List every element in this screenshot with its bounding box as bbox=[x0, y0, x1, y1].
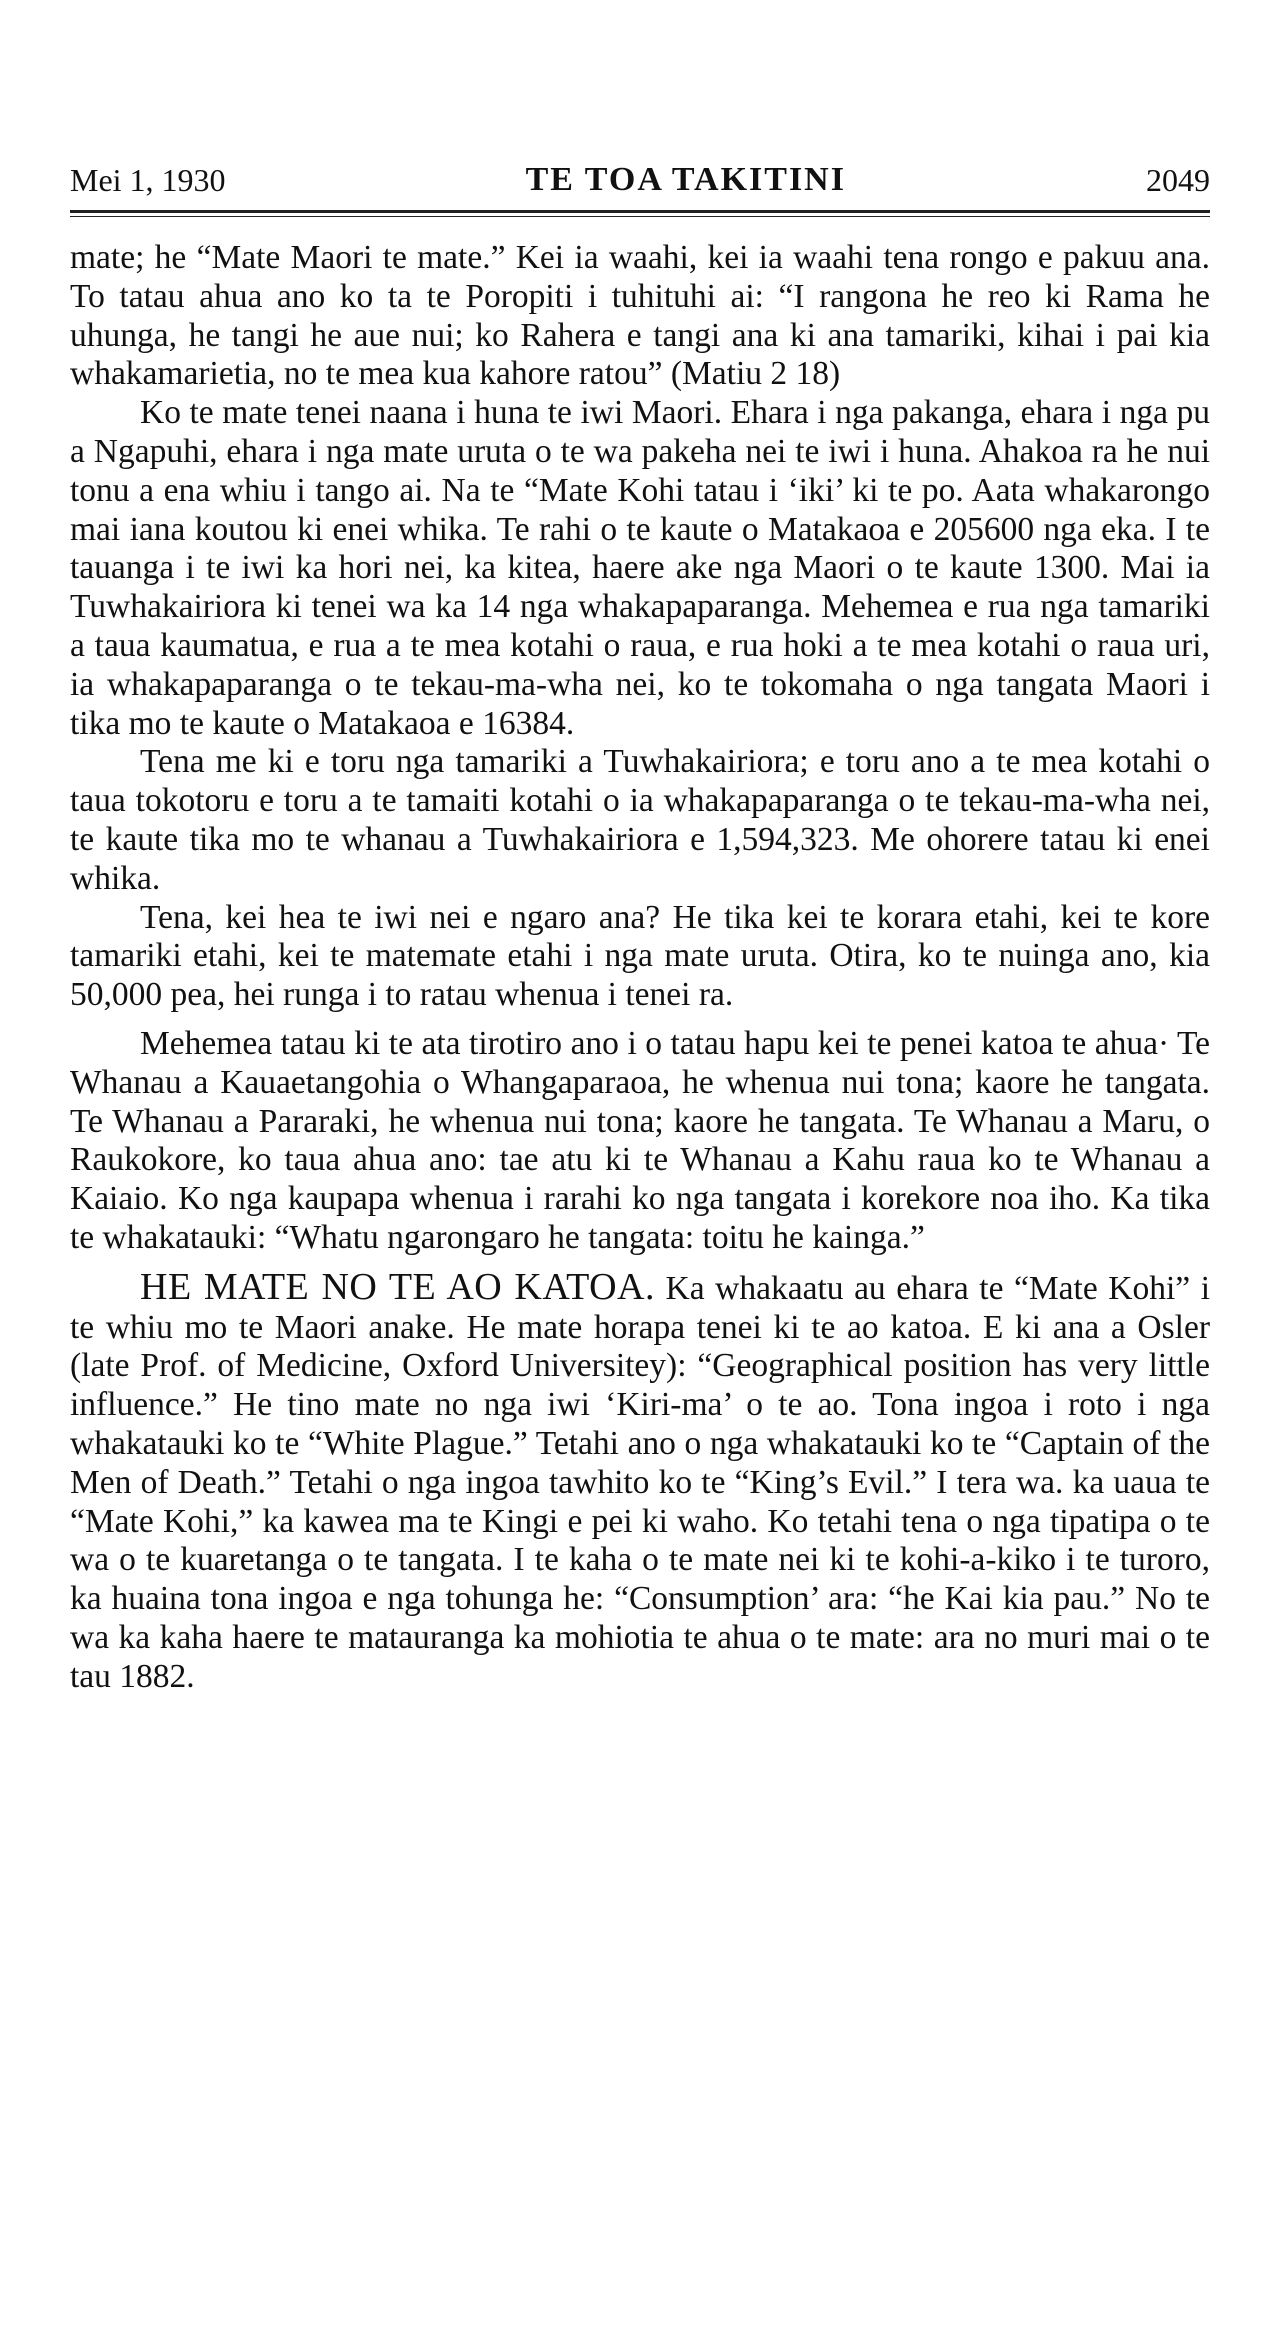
paragraph: Ko te mate tenei naana i huna te iwi Maori. Ehara i nga pakanga, ehara i nga pu a Ngapuhi, ehara i nga mate uruta o te wa pakeha nei te iwi i huna. Ahakoa ra he nui tonu a ena whiu i tango ai. Na te “Mate Kohi tatau i ‘iki’ ki te po. Aata whakarongo mai iana koutou ki enei whika. Te rahi o te kaute o Matakaoa e 205600 nga eka. I te tauanga i te iwi ka hori nei, ka kitea, haere ake nga Maori o te kaute 1300. Mai ia Tuwhakairiora ki tenei wa ka 14 nga whakapaparanga. Mehemea e rua nga tamariki a taua kaumatua, e rua a te mea kotahi o raua, e rua hoki a te mea kotahi o raua uri, ia whakapaparanga o te tekau-ma-wha nei, ko te tokomaha o nga tangata Maori i tika mo te kaute o Matakaoa e 16384. bbox=[70, 394, 1210, 742]
header-rule-thin bbox=[70, 216, 1210, 217]
section-heading: HE MATE NO TE AO KATOA. bbox=[140, 1265, 655, 1308]
page-number: 2049 bbox=[1145, 162, 1210, 198]
paragraph: Mehemea tatau ki te ata tirotiro ano i o tatau hapu kei te penei katoa te ahua· Te Whanau a Kauaetangohia o Whangaparaoa, he whenua nui tona; kaore he tangata. Te Whanau a Pararaki, he whenua nui tona; kaore he tangata. Te Whanau a Maru, o Raukokore, ko taua ahua ano: tae atu ki te Whanau a Kahu raua ko te Whanau a Kaiaio. Ko nga kaupapa whenua i rarahi ko nga tangata i korekore noa iho. Ka tika te whakatauki: “Whatu ngarongaro he tangata: toitu he kainga.” bbox=[70, 1024, 1210, 1256]
section-text: Ka whakaatu au ehara te “Mate Kohi” i te whiu mo te Maori anake. He mate horapa tenei ki te ao katoa. E ki ana a Osler (late Prof. of Medicine, Oxford Universitey): “Geographical position has very little influence.” He tino mate no nga iwi ‘Kiri-ma’ o te ao. Tona ingoa i roto i nga whakatauki ko te “White Plague.” Tetahi ano o nga whakatauki ko te “Captain of the Men of Death.” Tetahi o nga ingoa tawhito ko te “King’s Evil.” I tera wa. ka uaua te “Mate Kohi,” ka kawea ma te Kingi e pei ki waho. Ko tetahi tena o nga tipatipa o te wa o te kuaretanga o te tangata. I te kaha o te mate nei ki te kohi-a-kiko i te turoro, ka huaina tona ingoa e nga tohunga he: “Consumption’ ara: “he Kai kia pau.” No te wa ka kaha haere te matauranga ka mohiotia te ahua o te mate: ara no muri mai o te tau 1882. bbox=[70, 1269, 1211, 1695]
publication-title: TE TOA TAKITINI bbox=[525, 161, 846, 198]
running-header bbox=[70, 160, 1210, 200]
section-paragraph bbox=[70, 1265, 1211, 1697]
header-rule bbox=[70, 210, 1210, 213]
paragraph: mate; he “Mate Maori te mate.” Kei ia waahi, kei ia waahi tena rongo e pakuu ana. To tatau ahua ano ko ta te Poropiti i tuhituhi ai: “I rangona he reo ki Rama he uhunga, he tangi he aue nui; ko Rahera e tangi ana ki ana tamariki, kihai i pai kia whakamarietia, no te mea kua kahore ratou” (Matiu 2 18) bbox=[70, 239, 1210, 393]
header-date: Mei 1, 1930 bbox=[70, 162, 226, 198]
paragraph: Tena, kei hea te iwi nei e ngaro ana? He tika kei te korara etahi, kei te kore tamariki etahi, kei te matemate etahi i nga mate uruta. Otira, ko te nuinga ano, kia 50,000 pea, hei runga i to ratau whenua i tenei ra. bbox=[70, 898, 1210, 1014]
paragraph: Tena me ki e toru nga tamariki a Tuwhakairiora; e toru ano a te mea kotahi o taua tokotoru e toru a te tamaiti kotahi o ia whakapaparanga o te tekau-ma-wha nei, te kaute tika mo te whanau a Tuwhakairiora e 1,594,323. Me ohorere tatau ki enei whika. bbox=[70, 743, 1210, 897]
page bbox=[70, 160, 1210, 1696]
article-body bbox=[70, 239, 1210, 1696]
